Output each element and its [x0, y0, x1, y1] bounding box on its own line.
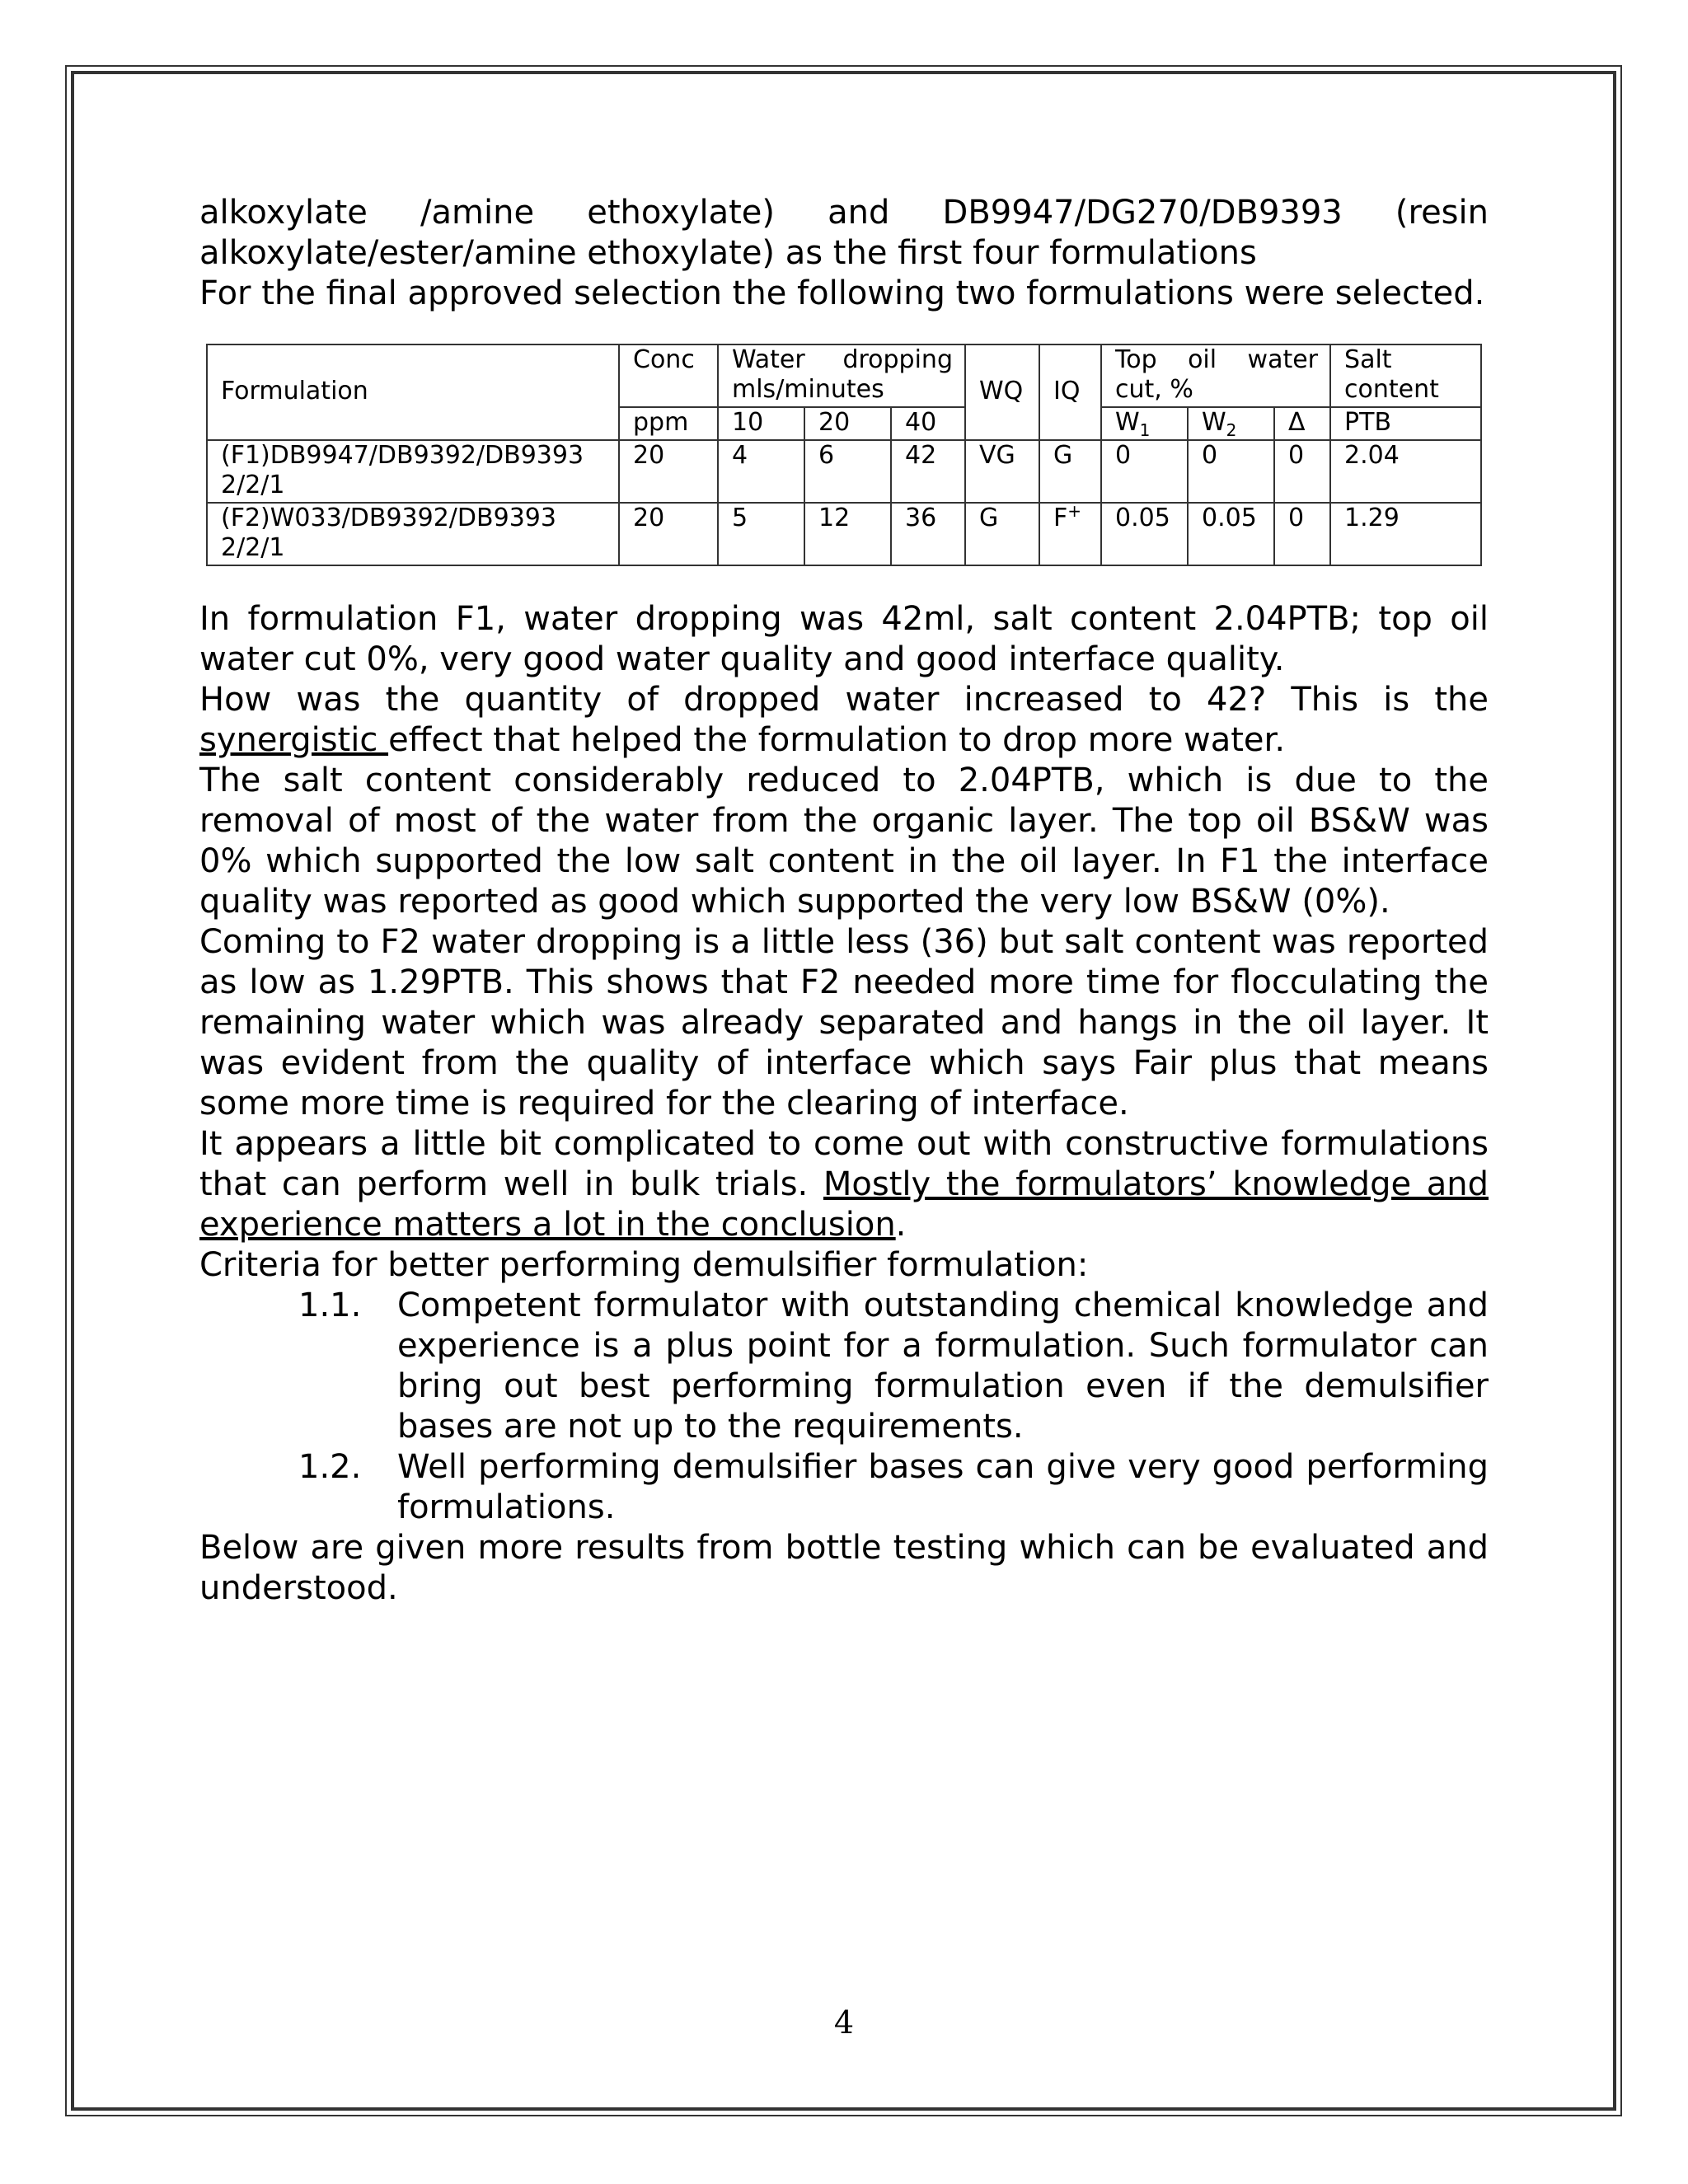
- paragraph-below: Below are given more results from bottle testing which can be evaluated and understood.: [199, 1529, 1489, 1607]
- header-w1: $W_1$: [1101, 407, 1188, 440]
- cell-conc: 20: [619, 440, 718, 503]
- paragraph-salt-content: The salt content considerably reduced to 2.04PTB, which is due to the removal of most of the water from the organic layer. The top oil BS&W was 0% which supported the low salt content in the oil layer. In F1 the interface quality was reported as good which supported the very low BS&W (0%).: [199, 762, 1489, 921]
- cell-wq: VG: [965, 440, 1039, 503]
- cell-formulation: (F1)DB9947/DB9392/DB9393 2/2/1: [207, 440, 619, 503]
- cell-iq: G: [1039, 440, 1101, 503]
- paragraph-complicated: It appears a little bit complicated to come out with constructive formulations that can perform well in bulk trials. Mostly the formulators’ knowledge and experience matters a lot in the conclusion.: [199, 1125, 1489, 1244]
- header-formulation: Formulation: [207, 344, 619, 440]
- underlined-synergistic: synergistic: [199, 721, 389, 759]
- table-row: [207, 503, 1481, 565]
- cell-salt: 1.29: [1330, 503, 1481, 565]
- list-text: Well performing demulsifier bases can give very good performing formulations.: [397, 1448, 1489, 1526]
- list-number: 1.2.: [298, 1448, 362, 1486]
- header-salt-content: Salt content: [1330, 344, 1481, 407]
- cell-w2: 0: [1188, 440, 1274, 503]
- cell-delta: 0: [1274, 503, 1330, 565]
- cell-w2: 0.05: [1188, 503, 1274, 565]
- list-text: Competent formulator with outstanding chemical knowledge and experience is a plus point for a formulation. Such formulator can bring out best performing formulation even if the demulsifier bases are not up to the requirements.: [397, 1286, 1489, 1446]
- cell-d40: 42: [891, 440, 965, 503]
- header-w2: $W_2$: [1188, 407, 1274, 440]
- table-row: [207, 440, 1481, 503]
- paragraph-f2-summary: Coming to F2 water dropping is a little less (36) but salt content was reported as low as 1.29PTB. This shows that F2 needed more time for flocculating the remaining water which was already separated and hangs in the oil layer. It was evident from the quality of interface which says Fair plus that means some more time is required for the clearing of interface.: [199, 923, 1489, 1122]
- table-header-row: [207, 344, 1481, 407]
- cell-d20: 6: [804, 440, 891, 503]
- underlined-formulators-knowledge: Mostly the formulators’ knowledge and experience matters a lot in the conclusion: [199, 1165, 1489, 1244]
- header-wq: WQ: [965, 344, 1039, 440]
- header-ppm: ppm: [619, 407, 718, 440]
- paragraph-f1-summary: In formulation F1, water dropping was 42ml, salt content 2.04PTB; top oil water cut 0%, very good water quality and good interface quality.: [199, 600, 1489, 678]
- header-delta: Δ: [1274, 407, 1330, 440]
- cell-d40: 36: [891, 503, 965, 565]
- paragraph-continuation: alkoxylate /amine ethoxylate) and DB9947/DG270/DB9393 (resin alkoxylate/ester/amine ethoxylate) as the first four formulations: [199, 194, 1489, 272]
- list-item: [199, 1286, 1489, 1447]
- cell-d10: 4: [718, 440, 804, 503]
- header-ptb: PTB: [1330, 407, 1481, 440]
- cell-wq: G: [965, 503, 1039, 565]
- paragraph-criteria: Criteria for better performing demulsifier formulation:: [199, 1246, 1089, 1284]
- header-top-oil-water-cut: Top oil water cut, %: [1101, 344, 1330, 407]
- header-conc: Conc: [619, 344, 718, 407]
- formulation-results-table: [206, 344, 1482, 566]
- cell-w1: 0: [1101, 440, 1188, 503]
- list-number: 1.1.: [298, 1286, 362, 1324]
- cell-delta: 0: [1274, 440, 1330, 503]
- header-40: 40: [891, 407, 965, 440]
- page-number: 4: [833, 2004, 855, 2041]
- header-20: 20: [804, 407, 891, 440]
- header-water-dropping: Water dropping mls/minutes: [718, 344, 965, 407]
- document-body: [199, 193, 1489, 1609]
- cell-conc: 20: [619, 503, 718, 565]
- cell-formulation: (F2)W033/DB9392/DB9393 2/2/1: [207, 503, 619, 565]
- cell-iq: F+: [1039, 503, 1101, 565]
- header-10: 10: [718, 407, 804, 440]
- paragraph-selection: For the final approved selection the following two formulations were selected.: [199, 274, 1485, 312]
- cell-d20: 12: [804, 503, 891, 565]
- cell-w1: 0.05: [1101, 503, 1188, 565]
- cell-salt: 2.04: [1330, 440, 1481, 503]
- cell-d10: 5: [718, 503, 804, 565]
- list-item: [199, 1447, 1489, 1528]
- header-iq: IQ: [1039, 344, 1101, 440]
- paragraph-synergy: How was the quantity of dropped water increased to 42? This is the synergistic effect that helped the formulation to drop more water.: [199, 681, 1489, 759]
